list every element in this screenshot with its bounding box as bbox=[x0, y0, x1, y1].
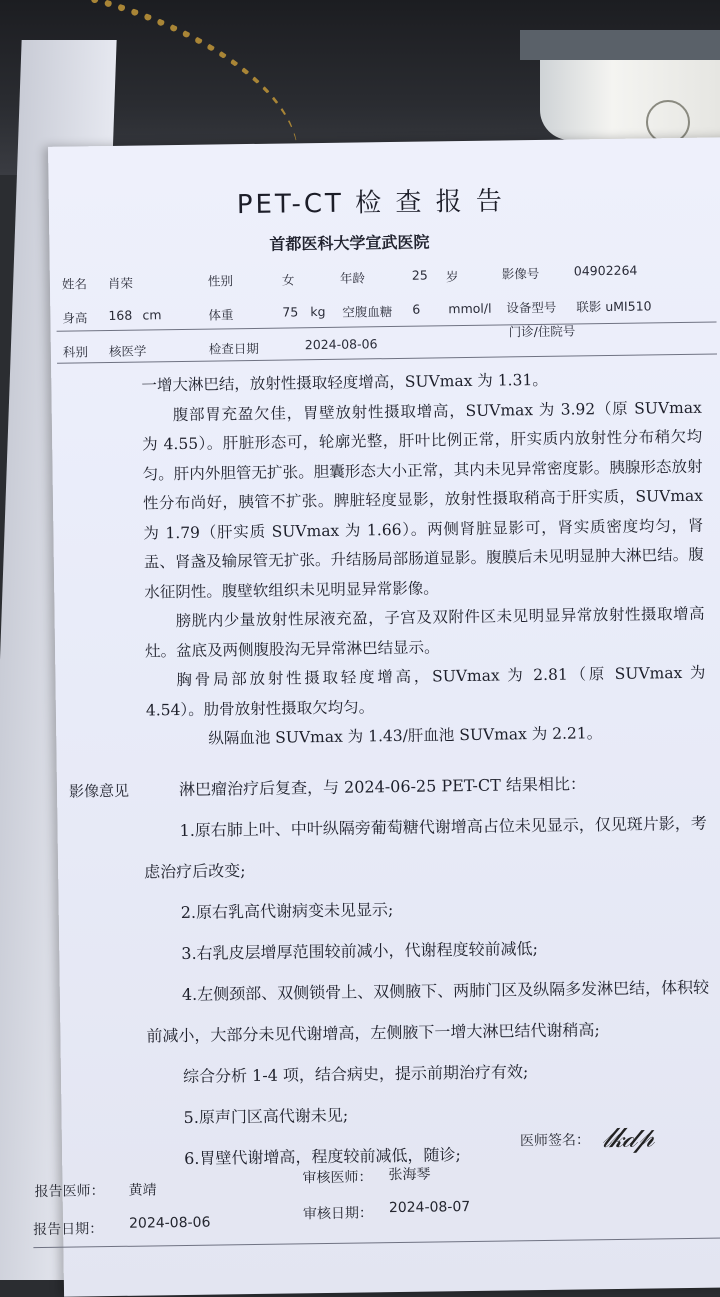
findings-section bbox=[141, 364, 706, 755]
exam-date-value: 2024-08-06 bbox=[304, 336, 378, 353]
finding-paragraph: 一增大淋巴结，放射性摄取轻度增高，SUVmax 为 1.31。 bbox=[141, 370, 548, 395]
age-label: 年龄 bbox=[339, 270, 366, 286]
device-value: 联影 uMI510 bbox=[576, 298, 652, 315]
impression-line: 2.原右乳高代谢病变未见显示; bbox=[180, 900, 394, 923]
impression-line: 4.左侧颈部、双侧锁骨上、双侧腋下、两肺门区及纵隔多发淋巴结，体积较前减小，大部分未见代谢增高，左侧腋下一增大淋巴结代谢稍高; bbox=[146, 977, 710, 1046]
finding-paragraph: 纵隔血池 SUVmax 为 1.43/肝血池 SUVmax 为 2.21。 bbox=[208, 724, 603, 748]
header-divider bbox=[57, 322, 717, 332]
impression-line: 综合分析 1-4 项，结合病史，提示前期治疗有效; bbox=[182, 1062, 529, 1087]
finding-paragraph: 腹部胃充盈欠佳，胃壁放射性摄取增高，SUVmax 为 3.92（原 SUVmax 为 4.55）。肝脏形态可，轮廓光整，肝叶比例正常，肝实质内放射性分布稍欠均匀。肝内外胆管无扩张。胆囊形态大小正常，其内未见异常密度影。胰腺形态放射性分布尚好，胰管不扩张。脾脏轻度显影，放射性摄取稍高于肝实质，SUVmax 为 1.79（肝实质 SUVmax 为 1.66）。两侧肾脏显影可，肾实质密度均匀，肾盂、肾盏及输尿管无扩张。升结肠局部肠道显影。腹膜后未见明显肿大淋巴结。腹水征阴性。腹壁软组织未见明显异常影像。 bbox=[142, 398, 704, 602]
glucose-value: 6 bbox=[412, 301, 421, 317]
device-label: 设备型号 bbox=[506, 299, 557, 316]
review-doctor-label: 审核医师： bbox=[302, 1169, 373, 1187]
hospital-name: 首都医科大学宣武医院 bbox=[269, 232, 430, 254]
bottle-cap bbox=[520, 30, 720, 60]
age-unit: 岁 bbox=[445, 269, 459, 285]
glucose-unit: mmol/l bbox=[448, 300, 492, 317]
impression-label: 影像意见 bbox=[68, 781, 130, 801]
bottle bbox=[540, 30, 720, 140]
exam-date-label: 检查日期 bbox=[208, 340, 259, 357]
height-unit: cm bbox=[142, 307, 162, 323]
impression-line: 6.胃壁代谢增高，程度较前减低，随诊; bbox=[184, 1145, 461, 1169]
handwritten-signature: 𝓁𝓀𝒹𝓅 bbox=[601, 1120, 653, 1155]
impression-section bbox=[143, 762, 719, 1180]
name-label: 姓名 bbox=[61, 276, 88, 292]
image-no-label: 影像号 bbox=[501, 265, 540, 282]
report-date-value: 2024-08-06 bbox=[128, 1214, 211, 1232]
impression-line: 3.右乳皮层增厚范围较前减小，代谢程度较前减低; bbox=[181, 939, 539, 964]
physician-signature-label: 医师签名： bbox=[519, 1132, 591, 1150]
review-date-label: 审核日期： bbox=[302, 1205, 374, 1223]
report-doctor-label: 报告医师： bbox=[34, 1183, 105, 1201]
report-title: PET-CT 检 查 报 告 bbox=[236, 186, 506, 221]
image-no-value: 04902264 bbox=[573, 262, 638, 279]
glucose-label: 空腹血糖 bbox=[342, 304, 393, 320]
impression-line: 1.原右肺上叶、中叶纵隔旁葡萄糖代谢增高占位未见显示，仅见斑片影，考虑治疗后改变; bbox=[144, 813, 707, 882]
review-date-value: 2024-08-07 bbox=[388, 1199, 471, 1217]
weight-unit: kg bbox=[310, 303, 326, 320]
report-page bbox=[33, 137, 720, 1297]
impression-line: 淋巴瘤治疗后复查，与 2024-06-25 PET-CT 结果相比： bbox=[178, 774, 587, 800]
review-doctor-value: 张海琴 bbox=[388, 1166, 431, 1184]
header-bottom-divider bbox=[57, 353, 717, 363]
finding-paragraph: 膀胱内少量放射性尿液充盈，子宫及双附件区未见明显异常放射性摄取增高灶。盆底及两侧腹股沟无异常淋巴结显示。 bbox=[144, 604, 705, 661]
height-label: 身高 bbox=[62, 310, 88, 326]
sex-value: 女 bbox=[281, 272, 295, 288]
report-date-label: 报告日期： bbox=[33, 1221, 104, 1239]
dept-value: 核医学 bbox=[108, 343, 147, 359]
age-value: 25 bbox=[411, 267, 428, 283]
dept-label: 科别 bbox=[62, 344, 89, 360]
weight-value: 75 bbox=[282, 304, 299, 320]
name-value: 肖荣 bbox=[107, 275, 134, 291]
finding-paragraph: 胸骨局部放射性摄取轻度增高，SUVmax 为 2.81（原 SUVmax 为 4.54）。肋骨放射性摄取欠均匀。 bbox=[145, 663, 706, 720]
report-doctor-value: 黄靖 bbox=[128, 1182, 157, 1199]
weight-label: 体重 bbox=[208, 307, 234, 323]
outpatient-label: 门诊/住院号 bbox=[508, 323, 576, 340]
sex-label: 性别 bbox=[207, 273, 234, 289]
footer-divider bbox=[33, 1237, 720, 1248]
height-value: 168 bbox=[108, 307, 133, 323]
impression-line: 5.原声门区高代谢未见; bbox=[183, 1105, 349, 1128]
